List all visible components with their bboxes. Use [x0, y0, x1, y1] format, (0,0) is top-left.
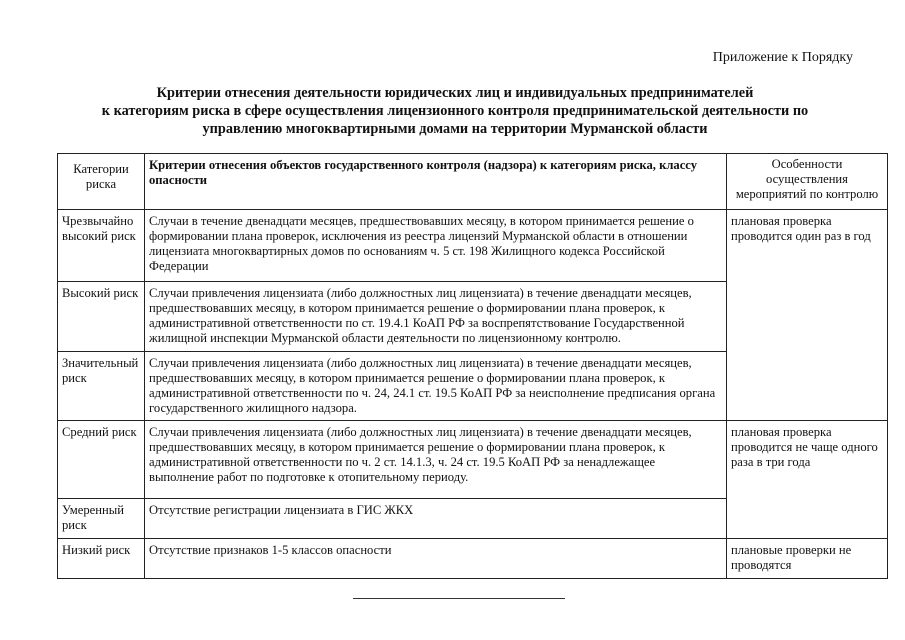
- title-line-1: Критерии отнесения деятельности юридических лиц и индивидуальных предпринимателей: [156, 85, 754, 101]
- row-category: Чрезвычайно высокий риск: [58, 210, 145, 282]
- table-row: [58, 210, 888, 282]
- row-criteria: Случаи привлечения лицензиата (либо должностных лиц лицензиата) в течение двенадцати месяцев, предшествовавших месяцу, в котором принимается решение о формировании плана проверок, к административной ответственности по ч. 24, 24.1 ст. 19.5 КоАП РФ за неисполнение предписания органа государственного жилищного надзора.: [145, 352, 727, 421]
- features-triennial: плановая проверка проводится не чаще одного раза в три года: [727, 421, 888, 539]
- table-row: [58, 421, 888, 499]
- table-row: [58, 539, 888, 579]
- row-criteria: Отсутствие регистрации лицензиата в ГИС ЖКХ: [145, 499, 727, 539]
- row-category: Высокий риск: [58, 282, 145, 352]
- table-header-row: [58, 154, 888, 210]
- row-category: Низкий риск: [58, 539, 145, 579]
- title-line-3: управлению многоквартирными домами на территории Мурманской области: [202, 121, 708, 137]
- footer-divider: [353, 598, 565, 599]
- row-criteria: Отсутствие признаков 1-5 классов опасности: [145, 539, 727, 579]
- row-category: Значительный риск: [58, 352, 145, 421]
- row-category: Умеренный риск: [58, 499, 145, 539]
- document-title: [40, 84, 870, 138]
- row-criteria: Случаи в течение двенадцати месяцев, предшествовавших месяцу, в котором принимается решение о формировании плана проверок, исключения из реестра лицензий Мурманской области в отношении лицензиата многоквартирных домов по основаниям ч. 5 ст. 198 Жилищного кодекса Российской Федерации: [145, 210, 727, 282]
- title-line-2: к категориям риска в сфере осуществления лицензионного контроля предпринимательской деятельности по: [101, 103, 809, 119]
- header-category: Категории риска: [58, 154, 145, 210]
- header-features: Особенности осуществления мероприятий по контролю: [727, 154, 888, 210]
- features-annual: плановая проверка проводится один раз в год: [727, 210, 888, 421]
- row-features: плановые проверки не проводятся: [727, 539, 888, 579]
- header-criteria: Критерии отнесения объектов государственного контроля (надзора) к категориям риска, классу опасности: [145, 154, 727, 210]
- row-criteria: Случаи привлечения лицензиата (либо должностных лиц лицензиата) в течение двенадцати месяцев, предшествовавших месяцу, в котором принимается решение о формировании плана проверок, к административной ответственности по ст. 19.4.1 КоАП РФ за воспрепятствование Государственной жилищной инспекции Мурманской области деятельности по лицензионному контролю.: [145, 282, 727, 352]
- row-criteria: Случаи привлечения лицензиата (либо должностных лиц лицензиата) в течение двенадцати месяцев, предшествовавших месяцу, в котором принимается решение о формировании плана проверок, к административной ответственности по ч. 2 ст. 14.1.3, ч. 24 ст. 19.5 КоАП РФ за ненадлежащее выполнение работ по подготовке к отопительному периоду.: [145, 421, 727, 499]
- risk-criteria-table: [57, 153, 888, 579]
- appendix-note: Приложение к Порядку: [712, 50, 853, 65]
- row-category: Средний риск: [58, 421, 145, 499]
